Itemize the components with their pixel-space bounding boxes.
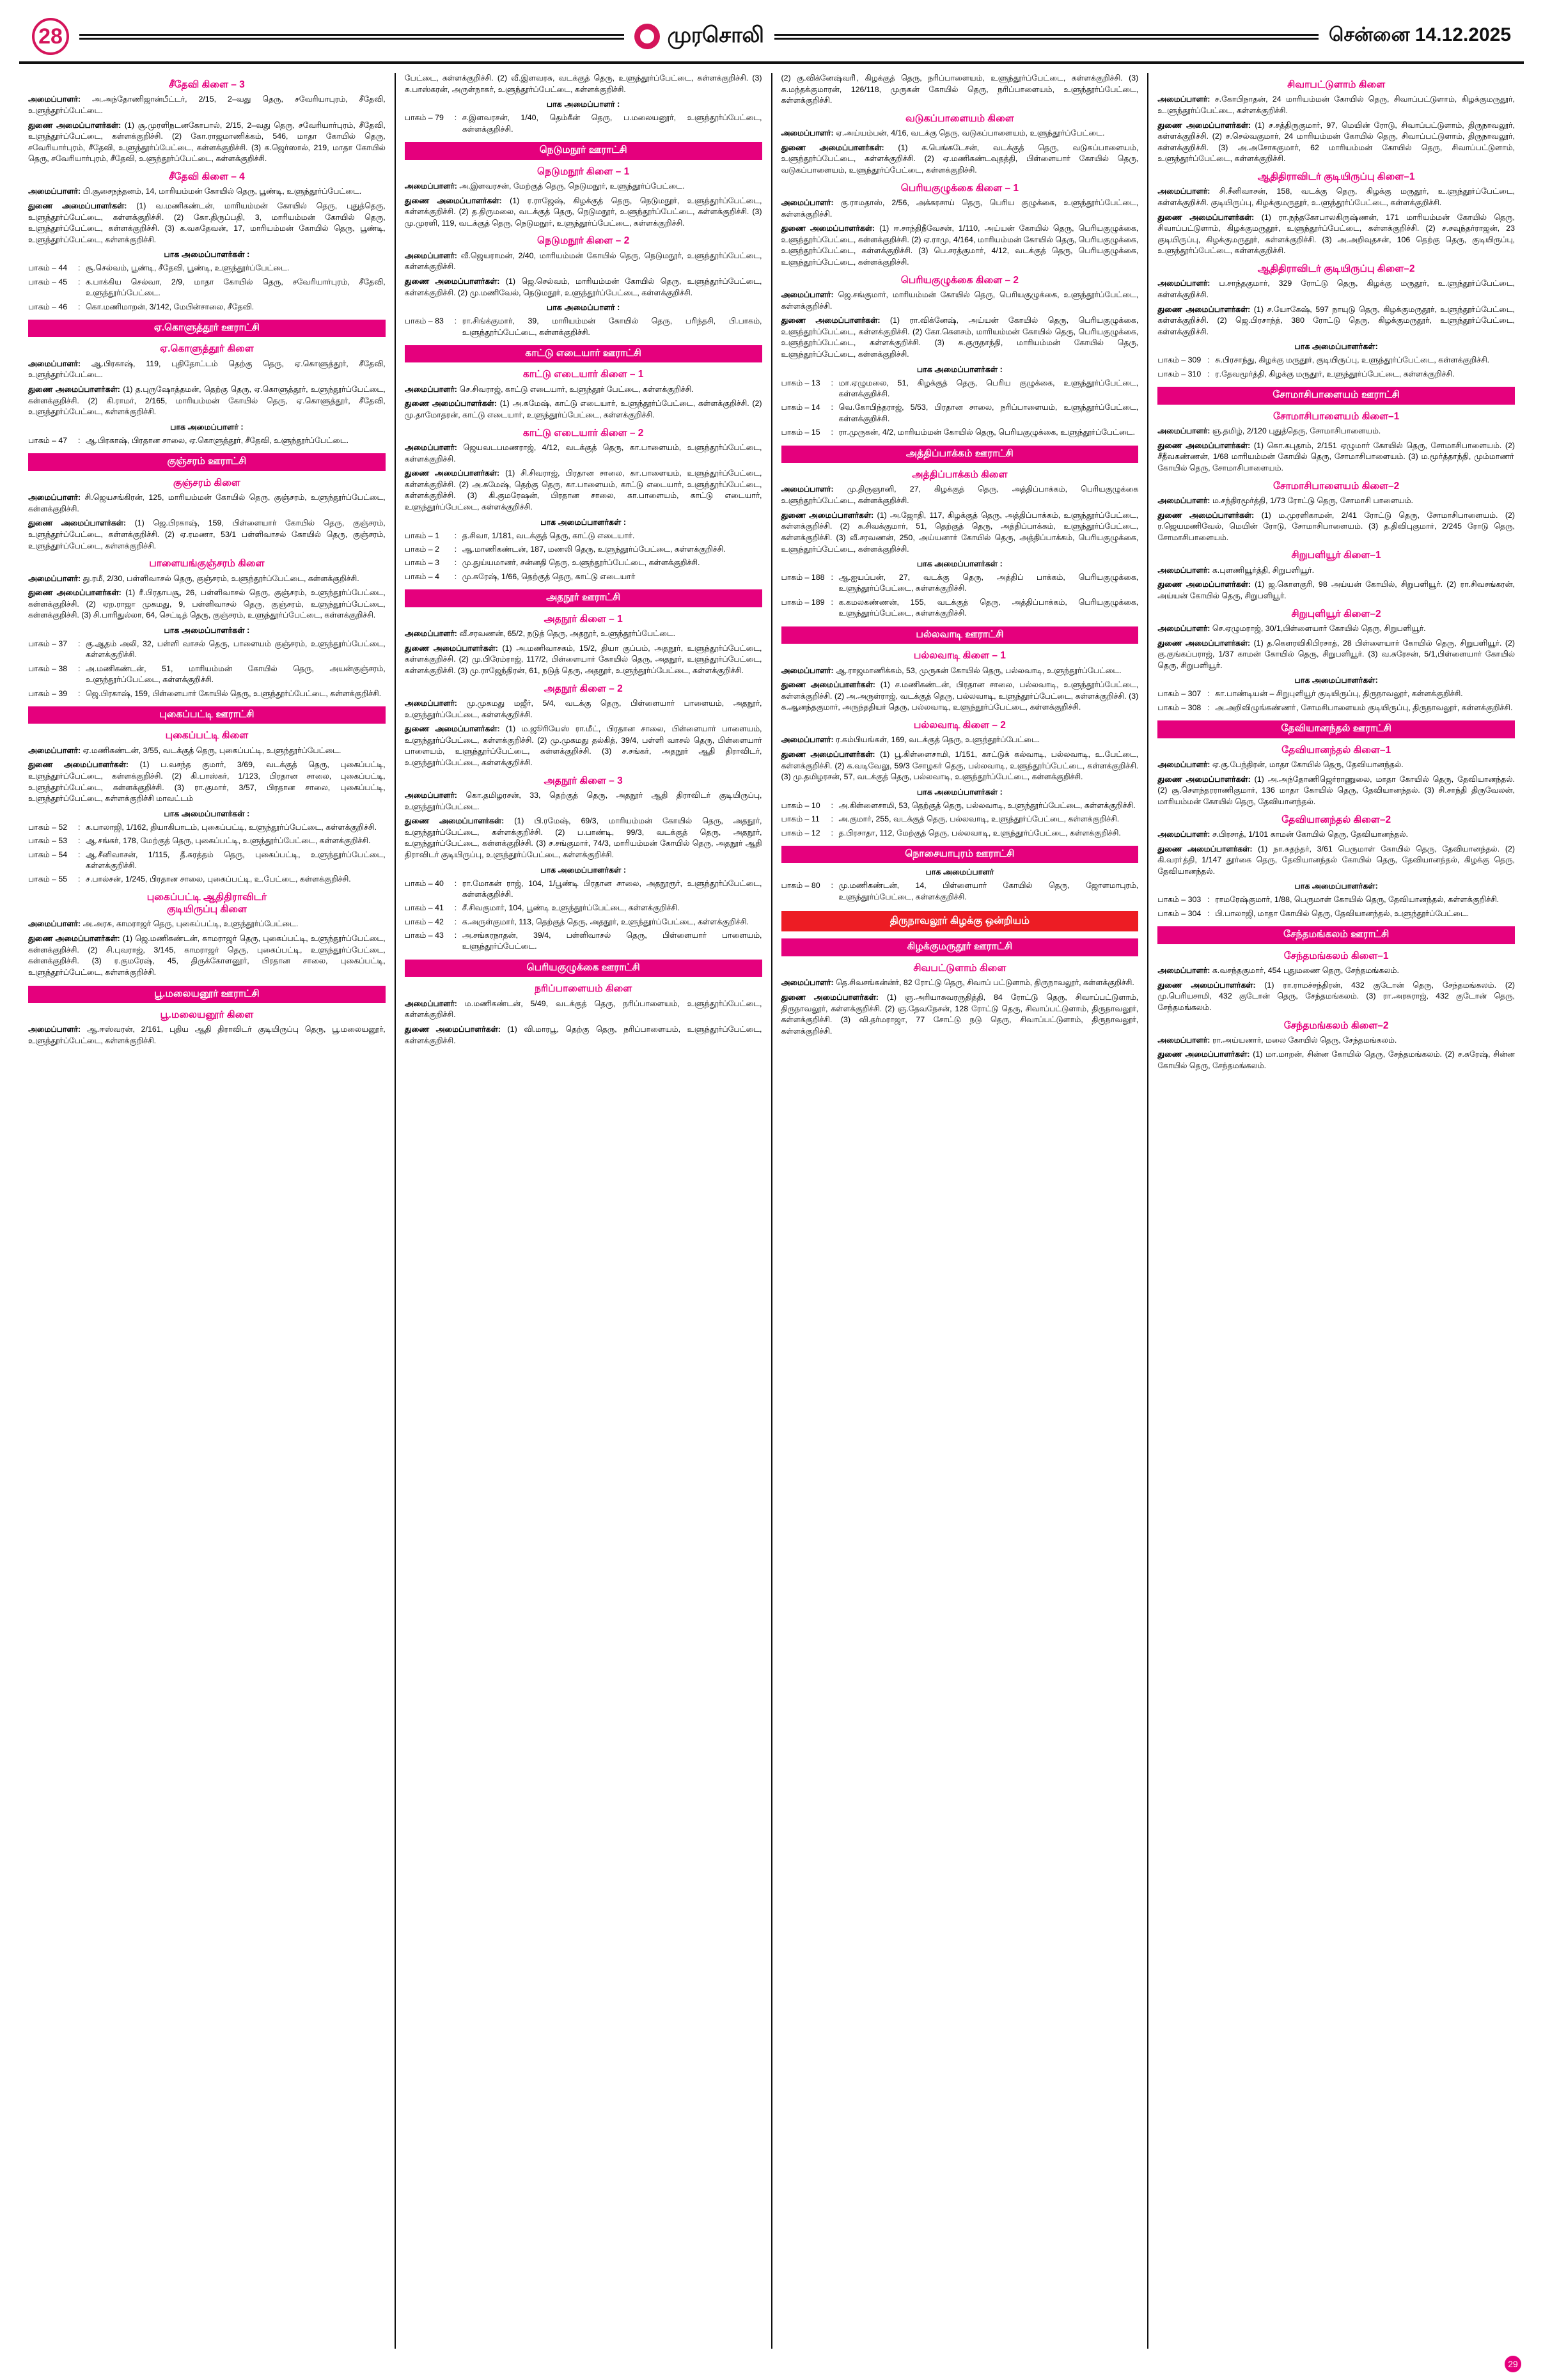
section-subheading: பாக அமைப்பாளர்கள் : [540, 517, 627, 527]
part-organiser: மா.ஏழுமலை, 51, கிழக்குத் தெரு, பெரிய குழுக்கை, உளுந்தூர்ப்பேட்டை, கள்ளக்குறிச்சி. [838, 378, 1139, 399]
branch-heading: சிறுபளியூர் கிளை–1 [1291, 550, 1381, 561]
part-organiser: அ.அறிவிழுங்கண்ணா், சோமசிபாளையம் குடியிருப்பு, திருநாவலூர், கள்ளக்குறிச்சி. [1215, 703, 1513, 712]
part-organiser: கு.ஆதம் அலி, 32, பள்ளி வாசல் தெரு, பாளையம் குஞ்சரம், உளுந்தூர்ப்பேட்டை, கள்ளக்குறிச்சி. [86, 639, 386, 660]
body-paragraph: துணை அமைப்பாளர்கள்: (1) த.கௌரவிகிபிரசாத், 28 பிள்ளையார் கோயில் தெரு, சிறுபளியூர். (2) கு.குங்கப்பராஜ், 1/37 காமன் கோயில் தெரு, சிறுபளியூர். (3) வ.சுரேசன், 5/1,பிள்ளையார் கோயில் தெரு, சிறுபளியூர். [1157, 638, 1515, 670]
body-paragraph: அமைப்பாளர்: வீ.ஜெயராமன், 2/40, மாரியம்மன் கோயில் தெரு, நெடுமநூர், உளுந்தூர்ப்பேட்டை, கள்ளக்குறிச்சி. [404, 251, 762, 272]
part-organiser: க.பாலாஜி, 1/162, தியாகிபாடம், புகைப்பட்டி, உளுந்தூர்ப்பேட்டை, கள்ளக்குறிச்சி. [86, 822, 377, 832]
body-paragraph: துணை அமைப்பாளர்கள்: (1) மா.மாறன், சின்ன கோயில் தெரு, சேந்தமங்கலம். (2) ச.சுரேஷ், சின்ன கோயில் தெரு, சேந்தமங்கலம். [1157, 1050, 1515, 1071]
section-subheading: பாக அமைப்பாளர்கள்: [1294, 882, 1378, 891]
part-organiser: ச.பால்சன், 1/245, பிரதான சாலை, புகைப்பட்டி, உ.பேட்டை, கள்ளக்குறிச்சி. [86, 875, 351, 884]
body-paragraph: துணை அமைப்பாளர்கள்: (1) அ.ஜோதி, 117, கிழக்குத் தெரு, அத்திப்பாக்கம், உளுந்தூர்ப்பேட்டை, கள்ளக்குறிச்சி. (2) சு.சிவக்குமார், 51, தெற்குத் தெரு, அத்திப்பாக்கம், உளுந்தூர்ப்பேட்டை, கள்ளக்குறிச்சி. (3) வீ.சரவணன், 250, அய்யனார் கோயில் தெரு, அத்திப்பாக்கம், பெரியகுழுக்கை, உளுந்தூர்ப்பேட்டை, கள்ளக்குறிச்சி. [781, 510, 1139, 554]
part-number: பாகம் – 308 [1157, 703, 1202, 712]
section-subheading: பாக அமைப்பாளர்கள் : [540, 865, 627, 875]
part-separator: : [78, 302, 81, 311]
body-paragraph: துணை அமைப்பாளர்கள்: (1) ஞ.அரியாசுவரருதித்தி, 84 ரோட்டு தெரு, சிவாப்பட்டுளாம், திருநாவலூர், கள்ளக்குறிச்சி. (2) ஞ.தேவநேசன், 128 ரோட்டு தெரு, சிவாப்பட்டுளாம், திருநாவலூர், கள்ளக்குறிச்சி. (3) வி.தர்மராஜா, 77 சோட்டு நடு தெரு, சிவாப்பட்டுளாம், திருநாவலூர், கள்ளக்குறிச்சி. [781, 992, 1139, 1036]
part-number: பாகம் – 11 [781, 814, 820, 824]
part-separator: : [454, 558, 457, 568]
part-row [28, 688, 386, 699]
part-organiser: பி.பாலாஜி, மாதா கோயில் தெரு, தேவியானந்தல், உளுந்தூர்ப்பேட்டை. [1215, 908, 1469, 918]
publication-title: முரசொலி [667, 22, 764, 47]
part-separator: : [831, 378, 833, 387]
panchayat-heading: ஏ.கொளுத்தூர் ஊராட்சி [28, 320, 386, 338]
branch-heading: தேவியானந்தல் கிளை–1 [1281, 744, 1391, 756]
body-paragraph: துணை அமைப்பாளர்கள்: (1) ம.முரளிகாமன், 2/41 ரோட்டு தெரு, சோமாசிபாளையம். (2) ர.ஜெயமணிவேல், மெயின் ரோடு, சோமாசிபாளையம். (3) த.திவிபுகுமார், 2/245 ரோடு தெரு, சோமாசிபாளையம். [1157, 510, 1515, 542]
part-separator: : [78, 850, 81, 859]
part-organiser: வெ.கோபிந்தராஜ், 5/53, பிரதான சாலை, நரிப்பாளையம், உளுந்தூர்ப்பேட்டை, கள்ளக்குறிச்சி. [838, 403, 1139, 423]
body-paragraph: அமைப்பாளர்: ஆ.ஈஸ்வரன், 2/161, புதிய ஆதி திராவிடர் குடியிருப்பு தெரு, பூ.மலையனூர், உளுந்தூர்ப்பேட்டை, கள்ளக்குறிச்சி. [28, 1025, 386, 1046]
body-paragraph: அமைப்பாளர்: கொ.தமிழரசன், 33, தெற்குத் தெரு, அதநூர் ஆதி திராவிடர் குடியிருப்பு, உளுந்தூர்ப்பேட்டை. [404, 790, 762, 811]
branch-heading: அதநூர் கிளை – 3 [544, 775, 623, 786]
part-number: பாகம் – 189 [781, 597, 825, 607]
part-separator: : [1207, 908, 1210, 918]
body-paragraph: துணை அமைப்பாளர்கள்: (1) ரா.விக்னேஷ், அய்யன் கோயில் தெரு, பெரியகுழுக்கை, உளுந்தூர்ப்பேட்டை, கள்ளக்குறிச்சி. (2) கோ.கௌசம், மாரியம்மன் கோயில் தெரு, பெரியகுழுக்கை, உளுந்தூர்ப்பேட்டை, கள்ளக்குறிச்சி. (3) சு.குருநாந்தி, மாரியம்மன் கோயில் தெரு, உளுந்தூர்ப்பேட்டை, கள்ளக்குறிச்சி. [781, 316, 1139, 359]
body-paragraph: துணை அமைப்பாளர்கள்: (1) ஜ.கொளகுரி, 98 அய்யன் கோயில், சிறுபளியூர். (2) ரா.சிவசங்கரன், அய்யன் கோயில் தெரு, சிறுபளியூர். [1157, 580, 1515, 601]
branch-heading: பெரியகுழுக்கை கிளை – 1 [900, 182, 1019, 194]
part-organiser: அ.மணிகண்டன், 51, மாரியம்மன் கோயில் தெரு, அயன்குஞ்சரம், உளுந்தூர்ப்பேட்டை, கள்ளக்குறிச்சி. [86, 664, 386, 685]
body-paragraph: துணை அமைப்பாளர்கள்: (1) அ.அந்தோணிஜெர்ராணுலை, மாதா கோயில் தெரு, தேவியானந்தல். (2) சூ.சௌந்தரராணிகுமார், 136 மாதா கோயில் தெரு, தேவியானந்தல். (3) சி.சாந்தி திருவேலன், மாரியம்மன் கோயில் தெரு, தேவியானந்தல். [1157, 774, 1515, 806]
part-separator: : [831, 814, 833, 824]
body-paragraph: துணை அமைப்பாளர்கள்: (1) ச.மணிகண்டன், பிரதான சாலை, பல்லவாடி, உளுந்தூர்ப்பேட்டை, கள்ளக்குறிச்சி. (2) அ.அருள்ராஜ், வடக்குத் தெரு, பல்லவாடி, உளுந்தூர்ப்பேட்டை, கள்ளக்குறிச்சி. (3) க.ஆனந்தகுமார், அருந்ததியர் தெரு, பல்லவாடி, உளுந்தூர்ப்பேட்டை, கள்ளக்குறிச்சி. [781, 680, 1139, 712]
masthead [19, 17, 1524, 64]
part-number: பாகம் – 80 [781, 881, 820, 891]
section-subheading: பாக அமைப்பாளர் [925, 867, 994, 877]
branch-heading: புகைப்பட்டி ஆதிதிராவிடர் குடியிருப்பு கிளை [146, 891, 267, 915]
body-paragraph: அமைப்பாளர்: ஏ.அய்யம்பன், 4/16, வடக்கு தெரு, வடுகப்பாளையம், உளுந்தூர்ப்பேட்டை. [781, 128, 1105, 138]
part-number: பாகம் – 15 [781, 428, 820, 437]
publication-logo [634, 23, 764, 51]
part-number: பாகம் – 44 [28, 263, 68, 273]
body-paragraph: அமைப்பாளர்: ம.சந்திரமூர்த்தி, 1/73 ரோட்டு தெரு, சோமாசி பாளையம். [1157, 495, 1413, 505]
body-paragraph: அமைப்பாளர்: மு.திருஞானி, 27, கிழக்குத் தெரு, அத்திப்பாக்கம், பெரியகுழுக்கை உளுந்தூர்ப்பேட்டை, கள்ளக்குறிச்சி. [781, 485, 1139, 506]
panchayat-heading: பல்லவாடி ஊராட்சி [781, 626, 1139, 644]
part-number: பாகம் – 55 [28, 875, 68, 884]
body-paragraph: துணை அமைப்பாளர்கள்: (1) ர.ராஜேஷ், கிழக்குத் தெரு, நெடுமநூர், உளுந்தூர்ப்பேட்டை, கள்ளக்குறிச்சி. (2) த.திருமலை, வடக்குத் தெரு, நெடுமநூர், உளுந்தூர்ப்பேட்டை, கள்ளக்குறிச்சி. (3) மு.முரளி, 119, வடக்குத் தெரு, நெடுமநூர், உளுந்தூர்ப்பேட்டை, கள்ளக்குறிச்சி. [404, 196, 762, 228]
panchayat-heading: பெரியகுழுக்கை ஊராட்சி [405, 960, 762, 977]
branch-heading: பெரியகுழுக்கை கிளை – 2 [900, 274, 1019, 286]
body-paragraph: அமைப்பாளர்: சி.சீனிவாசன், 158, வடக்கு தெரு, கிழக்கு மருதூர், உ.ளுந்தூர்ப்பேட்டை, கள்ளக்குறிச்சி. குடியிருப்பு, கிழக்குமருதூர், உ.ளுந்தூர்ப்பேட்டை, கள்ளக்குறிச்சி. [1157, 187, 1515, 208]
part-separator: : [454, 903, 457, 913]
body-paragraph: அமைப்பாளர்: ஜெயவடபமணராஜ், 4/12, வடக்குத் தெரு, கா.பாளையம், உளுந்தூர்ப்பேட்டை, கள்ளக்குறிச்சி. [404, 443, 762, 463]
part-row [405, 917, 762, 928]
part-row [1157, 369, 1515, 380]
body-paragraph: துணை அமைப்பாளர்கள்: (1) பூ.கிள்ளைசாமி, 1/151, காட்டுக் கல்வாடி, பல்லவாடி, உ.பேட்டை, கள்ளக்குறிச்சி. (2) க.வடிவேலு, 59/3 சோழகர் தெரு, பல்லவாடி, உளுந்தூர்ப்பேட்டை, கள்ளக்குறிச்சி. (3) மு.தமிழரசன், 57, வடக்குத் தெரு, பல்லவாடி, உளுந்தூர்ப்பேட்டை, கள்ளக்குறிச்சி. [781, 749, 1139, 782]
part-number: பாகம் – 47 [28, 435, 68, 445]
part-number: பாகம் – 12 [781, 828, 820, 837]
part-row [28, 639, 386, 661]
body-paragraph: அமைப்பாளர்: செ.ஏழுமராஜ், 30/1,பிள்ளையார் கோயில் தெரு, சிறுபளியூர். [1157, 624, 1426, 633]
part-row [781, 378, 1139, 400]
part-row [781, 880, 1139, 903]
part-organiser: ரா.முருகன், 4/2, மாரியம்மன் கோயில் தெரு, பெரியகுழுக்கை, உளுந்தூர்ப்பேட்டை. [838, 428, 1135, 437]
section-subheading: பாக அமைப்பாளர்கள்: [1294, 676, 1378, 685]
branch-heading: நரிப்பாளையம் கிளை [534, 983, 632, 995]
branch-heading: அதநூர் கிளை – 1 [544, 613, 623, 625]
part-row [28, 664, 386, 686]
part-row [28, 435, 386, 446]
part-row [405, 930, 762, 953]
branch-heading: சிவாபட்டுளாம் கிளை [1287, 79, 1386, 90]
part-number: பாகம் – 37 [28, 639, 68, 649]
panchayat-heading: புகைப்பட்டி ஊராட்சி [28, 706, 386, 724]
section-subheading: பாக அமைப்பாளர்கள் : [916, 559, 1003, 569]
part-organiser: சூ.செல்வம், பூண்டி, சீதேவி, பூண்டி, உளுந்தூர்ப்பேட்டை. [86, 263, 290, 273]
part-number: பாகம் – 307 [1157, 689, 1202, 699]
part-organiser: க.அருள்குமார், 113, தெற்குத் தெரு, அதநூர், உளுந்தூர்ப்பேட்டை, கள்ளக்குறிச்சி. [462, 917, 749, 926]
body-paragraph: துணை அமைப்பாளர்கள்: (1) கொ.கபுதாம், 2/151 ஏழுமார் கோயில் தெரு, சோமாசிபாளையம். (2) சீதீவகண்ணன், 1/68 மாரியம்மன் கோயில் தெரு, சோமாசிபாளையம். (3) ம.மூர்த்தாந்தி, மும்மாணா் கோயில் தெரு, சோமாசிபாளையம். [1157, 440, 1515, 472]
part-organiser: ராமரேஷ்குமார், 1/88, பெருமாள் கோயில் தெரு, தேவியானந்தல், கள்ளக்குறிச்சி. [1215, 895, 1500, 905]
body-paragraph: துணை அமைப்பாளர்கள்: (1) ஈ.சாந்திநீவேசன், 1/110, அய்யன் கோயில் தெரு, பெரியகுழுக்கை, உளுந்தூர்ப்பேட்டை, கள்ளக்குறிச்சி. (2) ஏ.ராமு, 4/164, மாரியம்மன் கோயில் தெரு, பெரியகுழுக்கை, உளுந்தூர்ப்பேட்டை, கள்ளக்குறிச்சி. (3) பெ.சரத்குமார், 4/12, வடக்குத் தெரு, பெரியகுழுக்கை, உளுந்தூர்ப்பேட்டை, கள்ளக்குறிச்சி. [781, 224, 1139, 267]
part-separator: : [454, 316, 457, 326]
section-subheading: பாக அமைப்பாளர்கள்: [1294, 342, 1378, 352]
part-row [405, 316, 762, 338]
part-organiser: மு.சுரேஷ், 1/66, தெற்குத் தெரு, காட்டு எடையார் [462, 572, 636, 581]
part-number: பாகம் – 2 [404, 545, 440, 554]
part-separator: : [454, 545, 457, 554]
part-row [405, 572, 762, 582]
panchayat-heading: தேவியானந்தல் ஊராட்சி [1157, 720, 1515, 738]
body-paragraph: துணை அமைப்பாளர்கள்: (1) ரா.நந்தகோபாலகிருஷ்ணன், 171 மாரியம்மன் கோயில் தெரு, சிவாப்பட்டுளாம், கிழக்குமருதூர், உளுந்தூர்ப்பேட்டை, கள்ளக்குறிச்சி. (2) ச.சவுந்தர்ராஜன், 23 குடியிருப்பு, கிழக்குமருதூர், கள்ளக்குறிச்சி. (3) அ.அறிவுதசன், 106 தெற்கு தெரு, குடியிருப்பு, உளுந்தூர்ப்பேட்டை, கள்ளக்குறிச்சி. [1157, 212, 1515, 256]
part-row [28, 850, 386, 872]
part-row [28, 277, 386, 299]
part-number: பாகம் – 10 [781, 800, 820, 810]
branch-heading: சேந்தமங்கலம் கிளை–1 [1283, 950, 1389, 961]
body-paragraph: துணை அமைப்பாளர்கள்: (1) ரா.ராமச்சந்திரன், 432 குடோன் தெரு, சேந்தமங்கலம். (2) மு.பெரியசாமி, 432 குடோன் தெரு, சேந்தமங்கலம். (3) ரா.அரசுராஜ், 432 குடோன் தெரு, சேந்தமங்கலம். [1157, 980, 1515, 1012]
branch-heading: வடுகப்பாளையம் கிளை [905, 113, 1014, 124]
part-separator: : [78, 836, 81, 846]
body-paragraph: அமைப்பாளர்: க.புளணியூர்த்தி, சிறுபளியூர். [1157, 565, 1315, 575]
branch-heading: சோமாசிபாளையம் கிளை–1 [1273, 410, 1400, 422]
branch-heading: காட்டு எடையார் கிளை – 1 [522, 369, 644, 380]
part-row [781, 828, 1139, 839]
body-paragraph: அமைப்பாளர்: ரா.அய்யனார், மலை கோயில் தெரு, சேந்தமங்கலம். [1157, 1035, 1397, 1045]
part-row [781, 800, 1139, 811]
union-heading: திருநாவலூர் கிழக்கு ஒன்றியம் [781, 911, 1139, 931]
body-paragraph: துணை அமைப்பாளர்கள்: (1) அ.கமேஷ், காட்டு எடையார், உளுந்தூர்ப்பேட்டை, கள்ளக்குறிச்சி. (2) மு.தாமோதரன், காட்டு எடையார், உளுந்தூர்ப்பேட்டை, கள்ளக்குறிச்சி. [404, 399, 762, 420]
body-paragraph: துணை அமைப்பாளர்கள்: (1) ச.யோகேஷ், 597 நாயுடு தெரு, கிழக்குமருதூர், உளுந்தூர்ப்பேட்டை, கள்ளக்குறிச்சி. (2) ஜெ.பிரசாந்த், 380 ரோட்டு தெரு, கிழக்குமருதூர், உளுந்தூர்ப்பேட்டை, கள்ளக்குறிச்சி. [1157, 304, 1515, 336]
section-subheading: பாக அமைப்பாளர்கள் : [164, 626, 250, 635]
panchayat-heading: நொசையாபுரம் ஊராட்சி [781, 846, 1139, 864]
part-number: பாகம் – 4 [404, 572, 440, 581]
body-paragraph: துணை அமைப்பாளர்கள்: (1) ஜெ.மணிகண்டன், காமராஜர் தெரு, புகைப்பட்டி, உளுந்தூர்ப்பேட்டை, கள்ளக்குறிச்சி. (2) சி.புவராஜ், 3/145, காமராஜர் தெரு, புகைப்பட்டி, உளுந்தூர்ப்பேட்டை, கள்ளக்குறிச்சி. (3) ர.குமரேஷ், 45, திருக்கோளனூர், பிரதான சாலை, புகைப்பட்டி, உளுந்தூர்ப்பேட்டை, கள்ளக்குறிச்சி. [28, 934, 386, 977]
part-number: பாகம் – 310 [1157, 369, 1202, 378]
body-paragraph: துணை அமைப்பாளர்கள்: (1) க.பெங்கடேசன், வடக்குத் தெரு, வடுகப்பாளையம், உளுந்தூர்ப்பேட்டை, கள்ளக்குறிச்சி. (2) ஏ.மணிகண்டவுதத்தி, பிள்ளையார் கோயில் தெரு, வடுகப்பாளையம், உளுந்தூர்ப்பேட்டை, கள்ளக்குறிச்சி. [781, 143, 1139, 175]
body-paragraph: அமைப்பாளர்: அ.அந்தோணிஜான்பீட்டர், 2/15, 2–வது தெரு, சவேரியாபுரம், சீதேவி, உளுந்தூர்ப்பேட்டை. [28, 95, 386, 115]
part-number: பாகம் – 3 [404, 558, 440, 568]
part-separator: : [1207, 895, 1210, 905]
column-3 [772, 73, 1149, 2349]
part-separator: : [831, 597, 833, 607]
edition-date: சென்னை 14.12.2025 [1329, 24, 1512, 45]
part-number: பாகம் – 41 [404, 903, 444, 913]
part-organiser: ஆ.மாணிகண்டன், 187, மணலி தெரு, உளுந்தூர்ப்பேட்டை, கள்ளக்குறிச்சி. [462, 545, 726, 554]
body-paragraph: துணை அமைப்பாளர்கள்: (1) வி.மாரபூ, தெற்கு தெரு, நரிப்பாளையம், உளுந்தூர்ப்பேட்டை, கள்ளக்குறிச்சி. [404, 1024, 762, 1045]
part-number: பாகம் – 38 [28, 664, 68, 673]
section-subheading: பாக அமைப்பாளர்கள் : [164, 809, 250, 818]
branch-heading: பூ.மலையனூர் கிளை [160, 1009, 254, 1021]
body-paragraph: (2) கு.விக்னேஷ்வரி், கிழக்குத் தெரு, நரிப்பாளையம், உளுந்தூர்ப்பேட்டை, கள்ளக்குறிச்சி. (3) சு.மந்தக்குமாரன், 126/118, முருகன் கோயில் தெரு, நரிப்பாளையம், உளுந்தூர்ப்பேட்டை, கள்ளக்குறிச்சி. [781, 74, 1139, 105]
part-number: பாகம் – 46 [28, 302, 68, 311]
part-row [405, 544, 762, 555]
branch-heading: சோமாசிபாளையம் கிளை–2 [1273, 480, 1400, 492]
body-paragraph: அமைப்பாளர்: ஜெ.சங்குமார், மாரியம்மன் கோயில் தெரு, பெரியகுழுக்கை, உளுந்தூர்ப்பேட்டை, கள்ளக்குறிச்சி. [781, 290, 1139, 311]
panchayat-heading: காட்டு எடையார் ஊராட்சி [405, 345, 762, 363]
branch-heading: ஆதிதிராவிடர் குடியிருப்பு கிளை–2 [1257, 263, 1415, 275]
body-paragraph: துணை அமைப்பாளர்கள்: (1) ப.வசந்த குமார், 3/69, வடக்குத் தெரு, புகைப்பட்டி, உளுந்தூர்ப்பேட்டை, கள்ளக்குறிச்சி. (2) கி.பாஸ்கர், 1/123, பிரதான சாலை, புகைப்பட்டி, உளுந்தூர்ப்பேட்டை, கள்ளக்குறிச்சி. (3) ரா.குமார், 3/57, பிரதான சாலை, புகைப்பட்டி, உளுந்தூர்ப்பேட்டை, கள்ளக்குறிச்சி மாவட்டம் [28, 760, 386, 804]
body-paragraph: அமைப்பாளர்: ஆ.ராஜமாணிக்கம், 53, முருகன் கோயில் தெரு, பல்லவாடி, உளுந்தூர்ப்பேட்டை. [781, 665, 1122, 675]
branch-heading: சிவபட்டுளாம் கிளை [913, 962, 1006, 974]
body-paragraph: அமைப்பாளர்: ஏ.மணிகண்டன், 3/55, வடக்குத் தெரு, புகைப்பட்டி, உளுந்தூர்ப்பேட்டை. [28, 745, 341, 755]
part-separator: : [1207, 369, 1210, 378]
body-paragraph: அமைப்பாளர்: வீ.சரவணன், 65/2, நடுத் தெரு, அதநூர், உளுந்தூர்ப்பேட்டை. [404, 629, 676, 639]
part-row [28, 822, 386, 833]
page-number-badge: 28 [32, 18, 69, 55]
part-number: பாகம் – 13 [781, 378, 820, 387]
part-organiser: சு.பிரசாந்து, கிழக்கு மருதூர், குடியிருப்பு, உளுந்தூர்ப்பேட்டை, கள்ளக்குறிச்சி. [1215, 355, 1490, 365]
body-paragraph: துணை அமைப்பாளர்கள்: (1) சி.சிவராஜ், பிரதான சாலை, கா.பாளையம், உளுந்தூர்ப்பேட்டை, கள்ளக்குறிச்சி. (2) அ.கமேஷ், தெற்கு தெரு, கா.பாளையம், காட்டு எடையார், உளுந்தூர்ப்பேட்டை, கள்ளக்குறிச்சி. (3) கி.குமரேஷன், பிரதான சாலை, கா.பாளையம், காட்டு எடையார், உளுந்தூர்ப்பேட்டை, கள்ளக்குறிச்சி. [404, 469, 762, 512]
part-organiser: அ.குமார், 255, வடக்குத் தெரு, பல்லவாடி, உளுந்தூர்ப்பேட்டை, கள்ளக்குறிச்சி. [838, 814, 1120, 824]
part-separator: : [1207, 703, 1210, 712]
part-separator: : [454, 572, 457, 581]
column-4 [1148, 73, 1524, 2349]
body-paragraph: அமைப்பாளர்: செ.சிவராஜ், காட்டு எடையார், உளுந்தூர் பேட்டை, கள்ளக்குறிச்சி. [404, 384, 694, 394]
branch-heading: புகைப்பட்டி கிளை [165, 730, 249, 742]
footer-page-number: 29 [1505, 2356, 1521, 2372]
part-number: பாகம் – 42 [404, 917, 444, 926]
part-organiser: ஆ.பிரகாஷ், பிரதான சாலை, ஏ.கொளுத்தூர், சீதேவி, உளுந்தூர்ப்பேட்டை. [86, 435, 349, 445]
body-paragraph: அமைப்பாளர்: அ.அரசு, காமராஜர் தெரு, புகைப்பட்டி, உளுந்தூர்ப்பேட்டை. [28, 919, 299, 929]
panchayat-heading: அத்திப்பாக்கம் ஊராட்சி [781, 446, 1139, 463]
part-row [781, 427, 1139, 438]
part-separator: : [831, 573, 833, 582]
body-paragraph: அமைப்பாளர்: தெ.சிவசங்கன்ன்ர், 82 ரோட்டு தெரு, சிவாப் பட்டுளாம், திருநாவலூர், கள்ளக்குறிச்சி. [781, 978, 1134, 988]
panchayat-heading: சோமாசிபாளையம் ஊராட்சி [1157, 387, 1515, 405]
body-paragraph: அமைப்பாளர்: சி.ஜெயசங்கிரன், 125, மாரியம்மன் கோயில் தெரு, குஞ்சரம், உளுந்தூர்ப்பேட்டை, கள்ளக்குறிச்சி. [28, 493, 386, 513]
branch-heading: சீதேவி கிளை – 4 [168, 171, 245, 183]
part-separator: : [831, 428, 833, 437]
part-row [28, 836, 386, 846]
part-row [405, 113, 762, 135]
panchayat-heading: பூ.மலையனூர் ஊராட்சி [28, 986, 386, 1004]
branch-heading: அத்திப்பாக்கம் கிளை [912, 469, 1008, 481]
part-organiser: த.சிவா, 1/181, வடக்குத் தெரு, காட்டு எடையார். [462, 531, 635, 540]
part-number: பாகம் – 79 [404, 113, 444, 123]
part-separator: : [78, 664, 81, 673]
body-paragraph: பேட்டை, கள்ளக்குறிச்சி. (2) வீ.இளவரசு, வடக்குத் தெரு, உளுந்தூர்ப்பேட்டை, கள்ளக்குறிச்சி. (3) சு.பாஸ்கரன், அருள்நாகர், உளுந்தூர்ப்பேட்டை, கள்ளக்குறிச்சி. [404, 74, 762, 94]
part-number: பாகம் – 40 [404, 878, 444, 888]
part-row [781, 597, 1139, 619]
body-paragraph: அமைப்பாளர்: பி.சூசைநந்தனம், 14, மாரியம்மன் கோயில் தெரு, பூண்டி, உளுந்தூர்ப்பேட்டை. [28, 187, 362, 196]
panchayat-heading: சேந்தமங்கலம் ஊராட்சி [1157, 926, 1515, 944]
body-paragraph: அமைப்பாளர்: ர.கம்பியங்கள், 169, வடக்குத் தெரு, உளுந்தூர்ப்பேட்டை. [781, 735, 1040, 745]
section-subheading: பாக அமைப்பாளர்கள் : [916, 787, 1003, 797]
body-paragraph: அமைப்பாளர்: கு.ராமதாஸ், 2/56, அக்கரசாய் தெரு, பெரிய குழுக்கை, உளுந்தூர்ப்பேட்டை, கள்ளக்குறிச்சி. [781, 198, 1139, 219]
part-separator: : [454, 917, 457, 926]
part-row [405, 878, 762, 901]
body-paragraph: அமைப்பாளர்: ஞ.தமிழ், 2/120 புதுத்தெரு, சோமாசிபாளையம். [1157, 426, 1381, 436]
body-paragraph: அமைப்பாளர்: ச.கோபிநாதன், 24 மாரியம்மன் கோயில் தெரு, சிவாப்பட்டுளாம், கிழக்குமருதூர், உ.ளுந்தூர்ப்பேட்டை, கள்ளக்குறிச்சி. [1157, 95, 1515, 115]
branch-heading: நெடுமநூர் கிளை – 2 [537, 235, 630, 247]
section-subheading: பாக அமைப்பாளர்கள் : [164, 250, 250, 260]
part-organiser: ரா.மோகன் ராஜ், 104, 1/பூண்டி பிரதான சாலை, அதநூரூர், உளுந்தூர்ப்பேட்டை, கள்ளக்குறிச்சி. [462, 878, 762, 899]
body-paragraph: துணை அமைப்பாளர்கள்: (1) ம.ஜூரியேஸ் ரா.மீட், பிரதான சாலை, பிள்ளையார் பாளையம், உளுந்தூர்ப்பேட்டை, கள்ளக்குறிச்சி. (2) மு.முகமது தல்கித், 39/4, பள்ளி வாசல் தெரு, பிள்ளையார் பாளையம், உளுந்தூர்ப்பேட்டை, கள்ளக்குறிச்சி. (3) ச.சங்கர், அதநூர் ஆதி திராவிடர், உளுந்தூர்ப்பேட்டை, கள்ளக்குறிச்சி. [404, 724, 762, 767]
part-number: பாகம் – 39 [28, 688, 68, 698]
part-organiser: ர.தேவமூர்த்தி, கிழக்கு மருதூர், உளுந்தூர்ப்பேட்டை, கள்ளக்குறிச்சி. [1215, 369, 1455, 378]
part-organiser: க.கமலகண்ணன், 155, வடக்குத் தெரு, அத்திப்பாக்கம், பெரியகுழுக்கை, உளுந்தூர்ப்பேட்டை, கள்ளக்குறிச்சி. [838, 597, 1139, 618]
section-subheading: பாக அமைப்பாளர்கள் : [916, 364, 1003, 374]
part-number: பாகம் – 304 [1157, 908, 1202, 918]
part-row [1157, 908, 1515, 919]
part-number: பாகம் – 43 [404, 931, 444, 940]
part-row [405, 557, 762, 568]
part-organiser: ரா.சிங்க்குமார், 39, மாரியம்மன் கோயில் தெரு, பரிந்தசி, பி.பாகம், உளுந்தூர்ப்பேட்டை, கள்ளக்குறிச்சி. [462, 316, 762, 337]
part-number: பாகம் – 53 [28, 836, 68, 846]
part-separator: : [78, 875, 81, 884]
branch-heading: நெடுமநூர் கிளை – 1 [537, 166, 630, 177]
branch-heading: பல்லவாடி கிளை – 1 [913, 650, 1006, 662]
branch-heading: ஆதிதிராவிடர் குடியிருப்பு கிளை–1 [1257, 171, 1415, 183]
body-paragraph: துணை அமைப்பாளர்கள்: (1) ஜெ.பிரகாஷ், 159, பிள்ளையார் கோயில் தெரு, குஞ்சரம், உளுந்தூர்ப்பேட்டை, கள்ளக்குறிச்சி. (2) ஏ.ரமணா, 53/1 பள்ளிவாசல் கோயில் தெரு, குஞ்சரம், உளுந்தூர்ப்பேட்டை, கள்ளக்குறிச்சி. [28, 518, 386, 550]
part-row [1157, 894, 1515, 905]
body-paragraph: அமைப்பாளர்: க.வசந்தகுமார், 454 புதுமணை தெரு, சேந்தமங்கலம். [1157, 966, 1399, 976]
part-separator: : [1207, 689, 1210, 699]
part-number: பாகம் – 45 [28, 277, 68, 286]
part-separator: : [454, 878, 457, 888]
body-paragraph: துணை அமைப்பாளர்கள்: (1) ஜெ.செல்வம், மாரியம்மன் கோயில் தெரு, உளுந்தூர்ப்பேட்டை, கள்ளக்குறிச்சி. (2) மு.மணிவேல், நெடுமநூர், உளுந்தூர்ப்பேட்டை, கள்ளக்குறிச்சி. [404, 276, 762, 297]
part-separator: : [78, 688, 81, 698]
part-row [405, 531, 762, 541]
part-organiser: மு.மணிகண்டன், 14, பிள்ளையார் கோயில் தெரு, ஜோளமாபுரம், உளுந்தூர்ப்பேட்டை, கள்ளக்குறிச்சி. [838, 881, 1139, 901]
part-separator: : [78, 822, 81, 832]
part-row [405, 903, 762, 914]
part-separator: : [78, 435, 81, 445]
part-row [28, 302, 386, 313]
part-row [28, 874, 386, 885]
body-paragraph: அமைப்பாளர்: மு.முகமது மஜீர், 5/4, வடக்கு தெரு, பிள்ளையார் பாளையம், அதநூர், உளுந்தூர்ப்பேட்டை, கள்ளக்குறிச்சி. [404, 698, 762, 719]
branch-heading: சிறுபுளியூர் கிளை–2 [1291, 608, 1381, 619]
branch-heading: சேந்தமங்கலம் கிளை–2 [1283, 1020, 1389, 1031]
part-separator: : [454, 113, 457, 123]
part-row [1157, 355, 1515, 366]
part-separator: : [831, 403, 833, 412]
body-paragraph: துணை அமைப்பாளர்கள்: (1) வ.மணிகண்டன், மாரியம்மன் கோயில் தெரு, புதுத்தெரு, உளுந்தூர்ப்பேட்டை, கள்ளக்குறிச்சி. (2) கோ.திருப்பதி, 3, மாரியம்மன் கோயில் தெரு, உளுந்தூர்ப்பேட்டை, கள்ளக்குறிச்சி. (3) க.வசுதேவன், 17, மாரியம்மன் கோயில் தெரு, பூண்டி, உளுந்தூர்ப்பேட்டை, கள்ளக்குறிச்சி. [28, 201, 386, 244]
part-separator: : [78, 263, 81, 273]
branch-heading: தேவியானந்தல் கிளை–2 [1281, 814, 1391, 825]
body-paragraph: துணை அமைப்பாளர்கள்: (1) நா.சுதந்தர், 3/61 பெருமாள் கோயில் தெரு, தேவியானந்தல். (2) கி.வரா்த்தி, 1/147 தூர்கை தெரு, தேவியானந்தல் கோயில் தெரு, தேவியானந்தல், கிழக்கு தெரு, தேவியானந்தல். [1157, 844, 1515, 876]
part-number: பாகம் – 303 [1157, 895, 1202, 905]
body-paragraph: துணை அமைப்பாளர்கள்: (1) சூ.முரளிநடனகோபால், 2/15, 2–வது தெரு, சவேரியார்புரம், சீதேவி, உளுந்தூர்ப்பேட்டை, கள்ளக்குறிச்சி. (2) கோ.ராஜமாணிக்கம், 546, மாதா கோயில் தெரு, சவேரியார்புரம், சீதேவி, உளுந்தூர்ப்பேட்டை, கள்ளக்குறிச்சி. (3) க.ஜெர்ஸால், 219, மாதா கோயில் தெரு, சவேரியார்புரம், சீதேவி, உளுந்தூர்ப்பேட்டை, கள்ளக்குறிச்சி. [28, 120, 386, 164]
branch-heading: அதநூர் கிளை – 2 [544, 683, 623, 694]
body-paragraph: அமைப்பாளர்: ப.சாந்தகுமார், 329 ரோட்டு தெரு, கிழக்கு மருதூர், உ.ளுந்தூர்ப்பேட்டை, கள்ளக்குறிச்சி. [1157, 279, 1515, 300]
body-paragraph: அமைப்பாளர்: ச.பிரசாத், 1/101 காமன் கோயில் தெரு, தேவியானந்தல். [1157, 829, 1408, 839]
panchayat-heading: கிழக்குமருதூர் ஊராட்சி [781, 938, 1139, 956]
part-separator: : [831, 881, 833, 891]
body-paragraph: அமைப்பாளர்: ஏ.கு.பேந்திரன், மாதா கோயில் தெரு, தேவியானந்தல். [1157, 760, 1404, 770]
part-separator: : [454, 531, 457, 540]
part-organiser: ஜெ.பிரகாஷ், 159, பிள்ளையார் கோயில் தெரு, உளுந்தூர்ப்பேட்டை, கள்ளக்குறிச்சி. [86, 688, 382, 698]
part-number: பாகம் – 14 [781, 403, 820, 412]
branch-heading: ஏ.கொளுத்தூர் கிளை [160, 343, 254, 355]
part-organiser: அ.சங்கரநாதன், 39/4, பள்ளிவாசல் தெரு, பிள்ளையார் பாளையம், உளுந்தூர்ப்பேட்டை. [462, 931, 762, 951]
part-separator: : [454, 931, 457, 940]
part-organiser: த.பிரசாதா, 112, மேற்குத் தெரு, பல்லவாடி, உளுந்தூர்ப்பேட்டை, கள்ளக்குறிச்சி. [838, 828, 1121, 837]
part-number: பாகம் – 188 [781, 573, 825, 582]
body-paragraph: அமைப்பாளர்: ம.மணிகண்டன், 5/49, வடக்குத் தெரு, நரிப்பாளையம், உளுந்தூர்ப்பேட்டை, கள்ளக்குறிச்சி. [404, 999, 762, 1020]
part-row [781, 402, 1139, 424]
section-subheading: பாக அமைப்பாளர் : [546, 303, 620, 313]
masthead-rule-left [79, 34, 624, 40]
part-separator: : [831, 828, 833, 837]
part-row [781, 572, 1139, 595]
part-separator: : [78, 639, 81, 649]
part-separator: : [831, 800, 833, 810]
part-row [781, 814, 1139, 825]
part-organiser: மு.துய்யமானர், சன்னதி தெரு, உளுந்தூர்ப்பேட்டை, கள்ளக்குறிச்சி. [462, 558, 700, 568]
body-paragraph: அமைப்பாளர்: ஆ.பிரகாஷ், 119, புதிதோட்டம் தெற்கு தெரு, ஏ.கொளுத்தூர், சீதேவி, உளுந்தூர்ப்பேட்டை. [28, 359, 386, 380]
rising-sun-icon [634, 24, 660, 49]
section-subheading: பாக அமைப்பாளர் : [170, 422, 244, 432]
body-paragraph: அமைப்பாளர்: து.ரமீ, 2/30, பள்ளிவாசல் தெரு, குஞ்சரம், உளுந்தூர்ப்பேட்டை, கள்ளக்குறிச்சி. [28, 573, 359, 583]
part-organiser: கா.பாண்டியன் – சிறுபுளியூர் குடியிருப்பு, திருநாவலூர், கள்ளக்குறிச்சி. [1215, 689, 1463, 699]
part-row [1157, 688, 1515, 699]
body-paragraph: துணை அமைப்பாளர்கள்: (1) த.புருஷோத்தமன், தெற்கு தெரு, ஏ.கொளுத்தூர், உளுந்தூர்ப்பேட்டை, கள்ளக்குறிச்சி. (2) கி.ராமர், 2/165, மாரியம்மன் கோயில் தெரு, ஏ.கொளுத்தூர், சீதேவி, உளுந்தூர்ப்பேட்டை, கள்ளக்குறிச்சி. [28, 385, 386, 417]
branch-heading: பாளையங்குஞ்சரம் கிளை [149, 558, 265, 570]
panchayat-heading: அதநூர் ஊராட்சி [405, 589, 762, 607]
body-paragraph: துணை அமைப்பாளர்கள்: (1) ச.சத்திருகுமார், 97, மெயின் ரோடு, சிவாப்பட்டுளாம், திருநாவலூர், கள்ளக்குறிச்சி. (2) ச.செல்வகுமார், 24 மாரியம்மன் கோயில் தெரு, சிவாப்பட்டுளாம், திருநாவலூர், கள்ளக்குறிச்சி. (3) அ.அசோககுமார், 62 மாரியம்மன் கோயில் தெரு, சிவாப்பட்டுளாம், உளுந்தூர்ப்பேட்டை, கள்ளக்குறிச்சி. [1157, 120, 1515, 164]
column-2 [396, 73, 772, 2349]
part-organiser: ஆ.சீனிவாசன், 1/115, தீ.சுரத்தம் தெரு, புகைப்பட்டி, உளுந்தூர்ப்பேட்டை, கள்ளக்குறிச்சி. [86, 850, 386, 870]
body-paragraph: துணை அமைப்பாளர்கள்: (1) ரீ.பிரதாபசூ, 26, பள்ளிவாசல் தெரு, குஞ்சரம், உளுந்தூர்ப்பேட்டை, கள்ளக்குறிச்சி. (2) ஏற.ராஜா முகமது, 9, பள்ளிவாசல் தெரு, குஞ்சரம், உளுந்தூர்ப்பேட்டை, கள்ளக்குறிச்சி. (3) சி.பாரிதுல்லா, 64, செட்டித் தெரு, குஞ்சரம், உளுந்தூர்ப்பேட்டை, கள்ளக்குறிச்சி. [28, 588, 386, 620]
part-organiser: க.பாக்கிய செல்வா, 2/9, மாதா கோயில் தெரு, சவேரியார்புரம், சீதேவி, உளுந்தூர்ப்பேட்டை. [86, 277, 386, 298]
part-number: பாகம் – 83 [404, 316, 444, 326]
part-number: பாகம் – 52 [28, 822, 68, 832]
branch-heading: சீதேவி கிளை – 3 [168, 79, 245, 90]
body-paragraph: துணை அமைப்பாளர்கள்: (1) அ.மணிவாசகம், 15/2, தியா குப்பம், அதநூர், உளுந்தூர்ப்பேட்டை, கள்ளக்குறிச்சி. (2) மு.பிரேம்ராஜ், 117/2, பிள்ளையார் கோயில் தெரு, அதநூர், உளுந்தூர்ப்பேட்டை, கள்ளக்குறிச்சி. (3) மு.ராஜேந்திரன், 61, நடுத் தெரு, அதநூர், உளுந்தூர்ப்பேட்டை, கள்ளக்குறிச்சி. [404, 643, 762, 675]
part-separator: : [78, 277, 81, 286]
part-organiser: ஆ.சங்கர், 178, மேற்குத் தெரு, புகைப்பட்டி, உளுந்தூர்ப்பேட்டை, கள்ளக்குறிச்சி. [86, 836, 371, 846]
branch-heading: காட்டு எடையார் கிளை – 2 [522, 427, 644, 439]
branch-heading: குஞ்சரம் கிளை [173, 477, 240, 488]
part-organiser: அ.கிள்ளைசாமி, 53, தெற்குத் தெரு, பல்லவாடி, உளுந்தூர்ப்பேட்டை, கள்ளக்குறிச்சி. [838, 800, 1136, 810]
part-number: பாகம் – 1 [404, 531, 440, 540]
body-paragraph: அமைப்பாளர்: அ.இளவரசன், மேற்குத் தெரு, நெடுமநூர், உளுந்தூர்ப்பேட்டை. [404, 181, 685, 191]
part-organiser: ச.இளவரசன், 1/40, தெம்கீன் தெரு, ப.மலையனூர், உளுந்தூர்ப்பேட்டை, கள்ளக்குறிச்சி. [462, 113, 762, 134]
part-organiser: சீ.சிவகுமார், 104, பூண்டி உளுந்தூர்ப்பேட்டை, கள்ளக்குறிச்சி. [462, 903, 680, 913]
part-organiser: கொ.மணிமாறன், 3/142, மேபின்சாலை, சீதேவி. [86, 302, 255, 311]
branch-heading: பல்லவாடி கிளை – 2 [913, 719, 1006, 731]
masthead-rule-right [774, 34, 1319, 40]
section-subheading: பாக அமைப்பாளர் : [546, 100, 620, 109]
body-paragraph: துணை அமைப்பாளர்கள்: (1) பி.ரமேஷ், 69/3, மாரியம்மன் கோயில் தெரு, அதநூர், உளுந்தூர்ப்பேட்டை, கள்ளக்குறிச்சி. (2) ப.பாண்டி, 99/3, வடக்குத் தெரு, அதநூர், உளுந்தூர்ப்பேட்டை, கள்ளக்குறிச்சி. (3) ச.சங்குமார், 74/3, மாரியம்மன் கோயில் தெரு, அதநூர் ஆதி திராவிடர் குடியிருப்பு, உளுந்தூர்ப்பேட்டை, கள்ளக்குறிச்சி. [404, 816, 762, 859]
part-row [28, 263, 386, 274]
panchayat-heading: நெடுமநூர் ஊராட்சி [405, 142, 762, 160]
part-number: பாகம் – 309 [1157, 355, 1202, 365]
part-row [1157, 703, 1515, 713]
part-organiser: ஆ.ஐயப்பன், 27, வடக்கு தெரு, அத்திப் பாக்கம், பெரியகுழுக்கை, உளுந்தூர்ப்பேட்டை, கள்ளக்குறிச்சி. [838, 573, 1139, 593]
article-columns [19, 73, 1524, 2349]
panchayat-heading: குஞ்சரம் ஊராட்சி [28, 453, 386, 471]
part-number: பாகம் – 54 [28, 850, 68, 859]
part-separator: : [1207, 355, 1210, 365]
column-1 [19, 73, 396, 2349]
